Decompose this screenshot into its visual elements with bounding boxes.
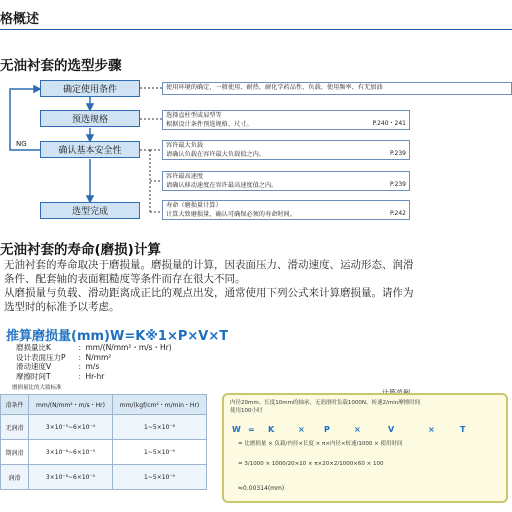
para-line4: 选型时的标准予以考虑。: [4, 301, 120, 313]
table-cell: 3×10⁻⁶~6×10⁻⁵: [29, 440, 113, 465]
table-caption: 磨损量比的大致标准: [12, 385, 62, 391]
desc-life-page: P.242: [389, 209, 406, 217]
calc-eq-equals: =: [248, 425, 255, 434]
variable-row: [16, 353, 172, 363]
calc-example-box: [222, 393, 508, 503]
ng-label: NG: [16, 140, 27, 148]
calc-row-2: = 比磨损量 × 负载/内径×长度 × π×内径×转速/1000 × 使用时间: [238, 441, 403, 447]
variable-unit: ：mm/(N/mm²・m/s・Hr): [78, 343, 172, 352]
calc-result: ≒0.00314(mm): [238, 485, 285, 492]
calc-eq-k: K: [268, 425, 275, 434]
calc-eq-t: T: [460, 425, 466, 434]
table-row: [1, 440, 207, 465]
desc-conditions: [162, 82, 512, 95]
calc-intro-line1: 内径20mm、长度10mm的轴承，无润滑时负载1000N、转速2/min摩擦时间: [230, 400, 421, 406]
section2-title: 无油衬套的寿命(磨损)计算: [0, 242, 161, 258]
table-header-row: [1, 395, 207, 415]
table-row: [1, 465, 207, 490]
calc-eq-w: W: [232, 425, 241, 434]
desc-max-load-line1: 容许最大负载: [166, 142, 204, 149]
calc-eq-times: ×: [428, 425, 435, 434]
table-cell: 3×10⁻⁵~6×10⁻⁴: [29, 415, 113, 440]
desc-max-speed-line2: 请确认移动速度在容许最高速度值之内。: [166, 181, 278, 189]
desc-max-load-line2: 请确认负载在容许最大负载值之内。: [166, 150, 265, 158]
wear-formula: 推算磨损量(mm)W=K※1×P×V×T: [6, 329, 229, 344]
calc-eq-times: ×: [354, 425, 361, 434]
desc-preselect-page: P.240・241: [372, 119, 406, 127]
desc-life: [162, 200, 410, 220]
variable-name: 摩擦时间T: [16, 371, 51, 381]
desc-conditions-text: 使用环境的确定、一般使用、耐热、耐化学药品性、负载、使用频率、有无加油: [166, 84, 383, 91]
wear-ratio-table: [0, 394, 207, 490]
para-line3: 从磨损量与负载、滑动距离成正比的观点出发，通常使用下列公式来计算磨损量。请作为: [4, 287, 414, 299]
page-header: [0, 0, 512, 30]
table-cell: 润滑: [1, 465, 29, 490]
header-title: 格概述: [0, 12, 40, 27]
desc-max-load: [162, 140, 410, 160]
table-row: [1, 415, 207, 440]
variable-name: 滑动速度V: [16, 362, 52, 372]
table-cell: 无润滑: [1, 415, 29, 440]
calc-eq-p: P: [324, 425, 330, 434]
para-line2: 条件、配套轴的表面粗糙度等条件而存在很大不同。: [4, 273, 246, 285]
desc-life-line2: 计算大致磨损量，确认可确保必须的寿命时间。: [166, 210, 296, 218]
table-header: mm/(N/mm²・m/s・Hr): [29, 395, 113, 415]
calc-eq-v: V: [388, 425, 395, 434]
para-line1: 无油衬套的寿命取决于磨损量。磨损量的计算，因表面压力、滑动速度、运动形态、润滑: [4, 259, 414, 271]
table-cell: 1~5×10⁻⁸: [113, 415, 207, 440]
desc-preselect-line1: 选择直柱型或肩型等: [166, 112, 222, 119]
desc-max-speed-line1: 容许最高速度: [166, 173, 204, 180]
desc-preselect-line2: 根据设计条件预选规格、尺寸。: [166, 120, 253, 128]
desc-life-line1: 寿命（磨损量计算）: [166, 202, 222, 209]
variable-row: [16, 362, 172, 372]
desc-preselect: [162, 110, 410, 130]
variable-unit: ：m/s: [78, 362, 100, 372]
section1-title: 无油衬套的选型步骤: [0, 58, 122, 74]
flow-step-selection-done: 选型完成: [40, 202, 140, 219]
variable-name: 磨损量比K: [16, 343, 51, 352]
calc-intro-line2: 使用100小时: [230, 408, 263, 414]
table-header: mm/(kgf/cm²・m/min・Hr): [113, 395, 207, 415]
flow-step-preselect-spec: 预选规格: [40, 110, 140, 127]
variable-list: [16, 343, 172, 381]
table-cell: 期润滑: [1, 440, 29, 465]
variable-name: 设计表面压力P: [16, 352, 66, 362]
table-header: 滑条件: [1, 395, 29, 415]
flow-step-define-conditions: 确定使用条件: [40, 80, 140, 97]
variable-row: [16, 343, 172, 353]
desc-max-load-page: P.239: [389, 149, 406, 157]
flow-step-confirm-safety: 确认基本安全性: [40, 141, 140, 158]
variable-unit: ：N/mm²: [78, 352, 112, 362]
calc-intro: [230, 399, 500, 415]
calc-eq-times: ×: [298, 425, 305, 434]
desc-max-speed-page: P.239: [389, 180, 406, 188]
table-cell: 3×10⁻⁶~6×10⁻⁵: [29, 465, 113, 490]
calc-row-3: = 3/1000 × 1000/20×10 × π×20×2/1000×60 × 100: [238, 461, 384, 467]
desc-max-speed: [162, 171, 410, 191]
table-cell: 1~5×10⁻⁹: [113, 465, 207, 490]
variable-row: [16, 372, 172, 382]
variable-unit: ：Hr-hr: [78, 371, 105, 381]
table-cell: 1~5×10⁻⁹: [113, 440, 207, 465]
